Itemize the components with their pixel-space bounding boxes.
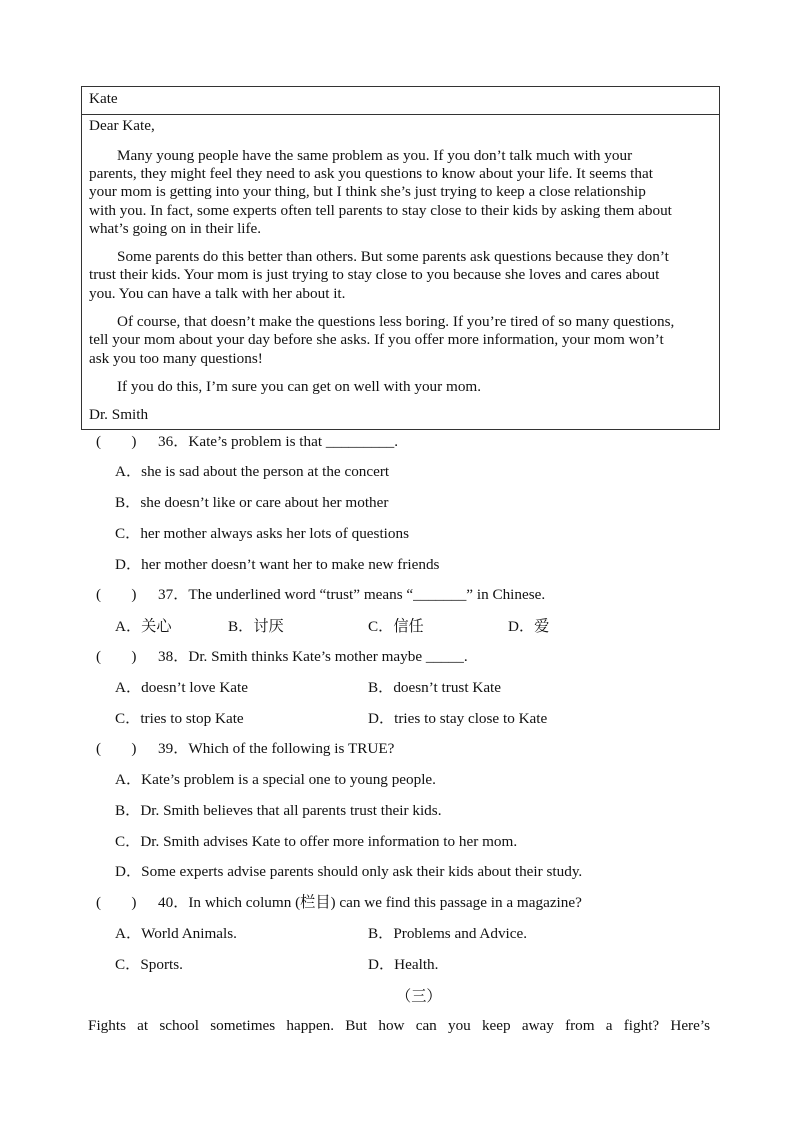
letter-line: Many young people have the same problem as you. If you don’t talk much with your <box>117 147 633 164</box>
letter-greeting: Dear Kate, <box>89 117 155 134</box>
option-b: B．doesn’t trust Kate <box>368 679 502 696</box>
option-c: C．信任 <box>368 618 424 635</box>
letter-line: you. You can have a talk with her about it. <box>89 285 346 302</box>
answer-blank[interactable]: ( ) <box>96 586 137 603</box>
question-39 <box>96 739 394 759</box>
letter-header <box>82 87 719 115</box>
option-a: A．doesn’t love Kate <box>115 679 249 696</box>
letter-line: with you. In fact, some experts often tell parents to stay close to their kids by asking them about <box>89 202 672 219</box>
letter-line: Of course, that doesn’t make the questions less boring. If you’re tired of so many questions, <box>117 313 675 330</box>
letter-box <box>81 86 720 430</box>
option-d: D．tries to stay close to Kate <box>368 710 548 727</box>
question-36 <box>96 432 398 452</box>
option-d: D．Some experts advise parents should only ask their kids about their study. <box>115 863 583 880</box>
answer-blank[interactable]: ( ) <box>96 740 137 757</box>
letter-line: parents, they might feel they need to ask you questions to know about your life. It seems that <box>89 165 653 182</box>
answer-blank[interactable]: ( ) <box>96 894 137 911</box>
option-b: B．Problems and Advice. <box>368 925 528 942</box>
question-38 <box>96 647 468 667</box>
option-c: C．tries to stop Kate <box>115 710 244 727</box>
letter-line: ask you too many questions! <box>89 350 263 367</box>
option-a: A．关心 <box>115 618 172 635</box>
option-a: A．World Animals. <box>115 925 237 942</box>
letter-line: Some parents do this better than others. But some parents ask questions because they don’t <box>117 248 669 265</box>
option-a: A．she is sad about the person at the concert <box>115 463 390 480</box>
question-stem: 37．The underlined word “trust” means “_______” in Chinese. <box>158 586 546 603</box>
option-d: D．her mother doesn’t want her to make new friends <box>115 556 440 573</box>
letter-line: your mom is getting into your thing, but I think she’s just trying to keep a close relationship <box>89 183 646 200</box>
option-b: B．Dr. Smith believes that all parents trust their kids. <box>115 802 442 819</box>
answer-blank[interactable]: ( ) <box>96 648 137 665</box>
option-c: C．her mother always asks her lots of questions <box>115 525 409 542</box>
section-heading: （三） <box>396 988 442 1005</box>
letter-header-name: Kate <box>89 90 118 107</box>
option-a: A．Kate’s problem is a special one to young people. <box>115 771 436 788</box>
passage-paragraph: Fights at school sometimes happen. But how can you keep away from a fight? Here’s <box>88 1017 710 1034</box>
question-stem: 38．Dr. Smith thinks Kate’s mother maybe _____. <box>158 648 468 665</box>
option-c: C．Dr. Smith advises Kate to offer more information to her mom. <box>115 833 518 850</box>
question-stem: 36．Kate’s problem is that _________. <box>158 433 399 450</box>
question-40 <box>96 893 582 913</box>
letter-signature: Dr. Smith <box>89 406 149 423</box>
question-stem: 39．Which of the following is TRUE? <box>158 740 395 757</box>
letter-line: If you do this, I’m sure you can get on well with your mom. <box>117 378 482 395</box>
question-stem: 40．In which column (栏目) can we find this passage in a magazine? <box>158 894 582 911</box>
option-c: C．Sports. <box>115 956 183 973</box>
option-b: B．she doesn’t like or care about her mother <box>115 494 389 511</box>
letter-line: what’s going on in their life. <box>89 220 262 237</box>
letter-line: tell your mom about your day before she asks. If you offer more information, your mom won’t <box>89 331 664 348</box>
option-d: D．Health. <box>368 956 439 973</box>
option-d: D．爱 <box>508 618 550 635</box>
letter-line: trust their kids. Your mom is just trying to stay close to you because she loves and cares about <box>89 266 660 283</box>
answer-blank[interactable]: ( ) <box>96 433 137 450</box>
option-b: B．讨厌 <box>228 618 284 635</box>
question-37 <box>96 585 545 605</box>
